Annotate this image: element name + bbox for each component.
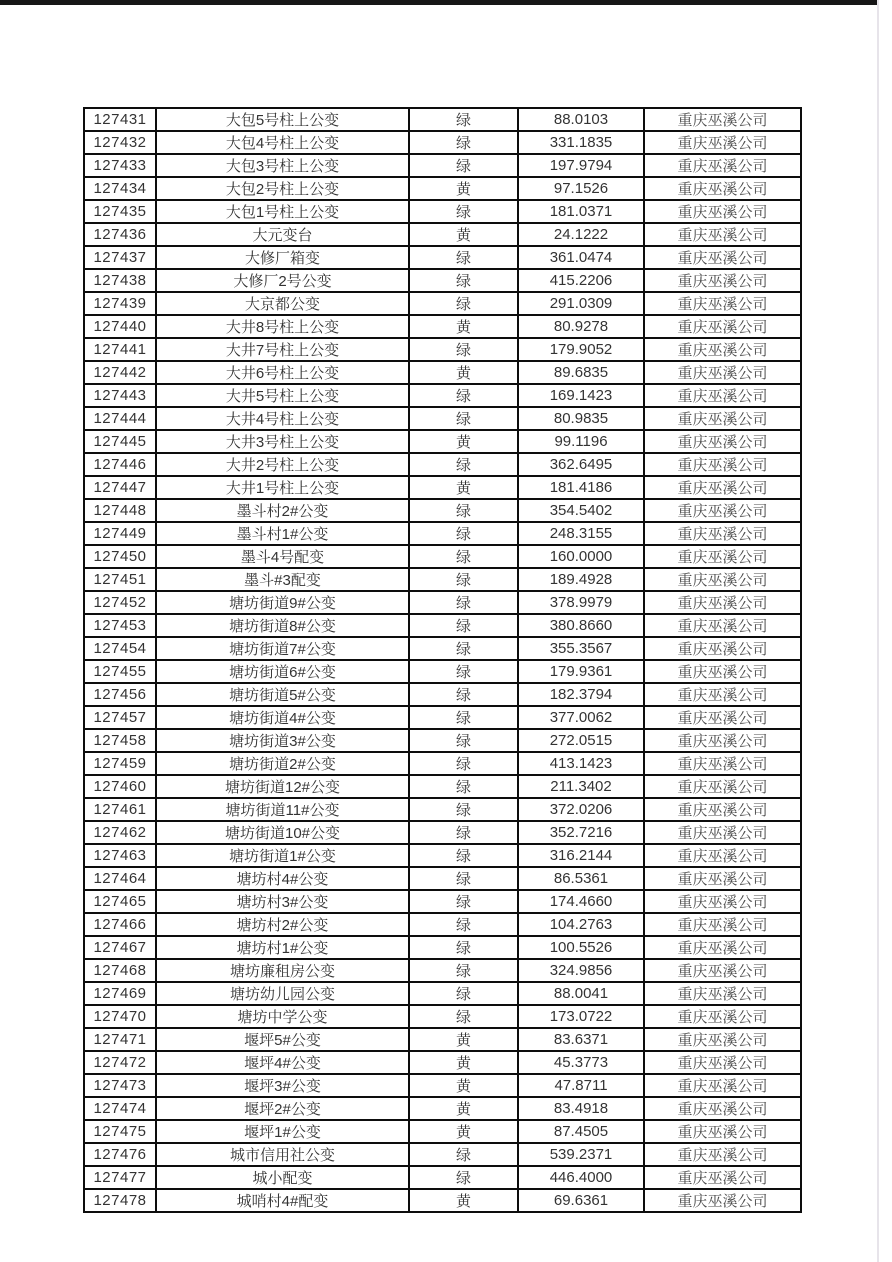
- row-name-cell: 大元变台: [156, 223, 409, 246]
- row-name-cell: 塘坊街道11#公变: [156, 798, 409, 821]
- row-name-cell: 大井3号柱上公变: [156, 430, 409, 453]
- transformer-table: [83, 107, 802, 1213]
- row-name-cell: 城小配变: [156, 1166, 409, 1189]
- table-row: [84, 453, 801, 476]
- row-value-cell: 539.2371: [518, 1143, 644, 1166]
- row-value-cell: 69.6361: [518, 1189, 644, 1212]
- row-company-cell: 重庆巫溪公司: [644, 1051, 801, 1074]
- row-company-cell: 重庆巫溪公司: [644, 131, 801, 154]
- row-status-cell: 绿: [409, 660, 518, 683]
- row-value-cell: 413.1423: [518, 752, 644, 775]
- row-company-cell: 重庆巫溪公司: [644, 660, 801, 683]
- table-row: [84, 407, 801, 430]
- row-name-cell: 大修厂2号公变: [156, 269, 409, 292]
- row-name-cell: 大井4号柱上公变: [156, 407, 409, 430]
- row-id-cell: 127476: [84, 1143, 156, 1166]
- table-row: [84, 775, 801, 798]
- row-status-cell: 绿: [409, 384, 518, 407]
- table-body: [84, 108, 801, 1212]
- row-name-cell: 堰坪1#公变: [156, 1120, 409, 1143]
- row-id-cell: 127456: [84, 683, 156, 706]
- row-name-cell: 塘坊街道10#公变: [156, 821, 409, 844]
- row-company-cell: 重庆巫溪公司: [644, 338, 801, 361]
- row-company-cell: 重庆巫溪公司: [644, 752, 801, 775]
- row-value-cell: 169.1423: [518, 384, 644, 407]
- row-value-cell: 179.9052: [518, 338, 644, 361]
- table-row: [84, 430, 801, 453]
- row-name-cell: 城哨村4#配变: [156, 1189, 409, 1212]
- row-company-cell: 重庆巫溪公司: [644, 1074, 801, 1097]
- row-id-cell: 127469: [84, 982, 156, 1005]
- row-name-cell: 大包4号柱上公变: [156, 131, 409, 154]
- row-value-cell: 316.2144: [518, 844, 644, 867]
- row-status-cell: 绿: [409, 752, 518, 775]
- row-status-cell: 绿: [409, 890, 518, 913]
- row-status-cell: 绿: [409, 729, 518, 752]
- table-row: [84, 729, 801, 752]
- row-id-cell: 127467: [84, 936, 156, 959]
- row-company-cell: 重庆巫溪公司: [644, 384, 801, 407]
- row-status-cell: 黄: [409, 315, 518, 338]
- row-name-cell: 大包5号柱上公变: [156, 108, 409, 131]
- row-id-cell: 127451: [84, 568, 156, 591]
- table-row: [84, 131, 801, 154]
- row-status-cell: 绿: [409, 959, 518, 982]
- row-id-cell: 127463: [84, 844, 156, 867]
- row-company-cell: 重庆巫溪公司: [644, 361, 801, 384]
- row-company-cell: 重庆巫溪公司: [644, 476, 801, 499]
- row-status-cell: 绿: [409, 154, 518, 177]
- row-id-cell: 127439: [84, 292, 156, 315]
- table-row: [84, 959, 801, 982]
- row-company-cell: 重庆巫溪公司: [644, 844, 801, 867]
- row-id-cell: 127448: [84, 499, 156, 522]
- row-company-cell: 重庆巫溪公司: [644, 867, 801, 890]
- row-value-cell: 100.5526: [518, 936, 644, 959]
- row-id-cell: 127433: [84, 154, 156, 177]
- row-id-cell: 127435: [84, 200, 156, 223]
- row-value-cell: 354.5402: [518, 499, 644, 522]
- row-name-cell: 塘坊街道12#公变: [156, 775, 409, 798]
- row-company-cell: 重庆巫溪公司: [644, 1189, 801, 1212]
- table-row: [84, 1097, 801, 1120]
- row-name-cell: 大包3号柱上公变: [156, 154, 409, 177]
- row-status-cell: 绿: [409, 821, 518, 844]
- row-status-cell: 绿: [409, 1143, 518, 1166]
- row-name-cell: 大包1号柱上公变: [156, 200, 409, 223]
- row-id-cell: 127446: [84, 453, 156, 476]
- row-id-cell: 127454: [84, 637, 156, 660]
- row-name-cell: 塘坊街道7#公变: [156, 637, 409, 660]
- row-id-cell: 127471: [84, 1028, 156, 1051]
- table-row: [84, 154, 801, 177]
- row-value-cell: 380.8660: [518, 614, 644, 637]
- row-company-cell: 重庆巫溪公司: [644, 453, 801, 476]
- row-value-cell: 181.4186: [518, 476, 644, 499]
- row-id-cell: 127470: [84, 1005, 156, 1028]
- row-status-cell: 黄: [409, 1028, 518, 1051]
- row-status-cell: 绿: [409, 844, 518, 867]
- table-row: [84, 476, 801, 499]
- table-row: [84, 890, 801, 913]
- row-name-cell: 塘坊街道8#公变: [156, 614, 409, 637]
- row-value-cell: 173.0722: [518, 1005, 644, 1028]
- row-value-cell: 179.9361: [518, 660, 644, 683]
- row-company-cell: 重庆巫溪公司: [644, 1120, 801, 1143]
- row-name-cell: 墨斗#3配变: [156, 568, 409, 591]
- table-row: [84, 1074, 801, 1097]
- row-value-cell: 174.4660: [518, 890, 644, 913]
- row-value-cell: 86.5361: [518, 867, 644, 890]
- row-company-cell: 重庆巫溪公司: [644, 729, 801, 752]
- table-row: [84, 1028, 801, 1051]
- row-company-cell: 重庆巫溪公司: [644, 1028, 801, 1051]
- row-name-cell: 塘坊街道5#公变: [156, 683, 409, 706]
- row-name-cell: 大井6号柱上公变: [156, 361, 409, 384]
- row-status-cell: 绿: [409, 338, 518, 361]
- row-id-cell: 127475: [84, 1120, 156, 1143]
- row-id-cell: 127447: [84, 476, 156, 499]
- row-value-cell: 377.0062: [518, 706, 644, 729]
- table-row: [84, 1143, 801, 1166]
- row-company-cell: 重庆巫溪公司: [644, 798, 801, 821]
- row-id-cell: 127444: [84, 407, 156, 430]
- row-status-cell: 绿: [409, 913, 518, 936]
- row-id-cell: 127440: [84, 315, 156, 338]
- row-company-cell: 重庆巫溪公司: [644, 959, 801, 982]
- row-company-cell: 重庆巫溪公司: [644, 614, 801, 637]
- row-status-cell: 黄: [409, 1051, 518, 1074]
- row-name-cell: 大井1号柱上公变: [156, 476, 409, 499]
- row-value-cell: 83.4918: [518, 1097, 644, 1120]
- row-name-cell: 堰坪2#公变: [156, 1097, 409, 1120]
- table-row: [84, 246, 801, 269]
- table-row: [84, 1189, 801, 1212]
- row-status-cell: 绿: [409, 798, 518, 821]
- table-row: [84, 292, 801, 315]
- row-company-cell: 重庆巫溪公司: [644, 200, 801, 223]
- row-status-cell: 黄: [409, 223, 518, 246]
- row-name-cell: 塘坊幼儿园公变: [156, 982, 409, 1005]
- row-status-cell: 黄: [409, 1120, 518, 1143]
- row-status-cell: 绿: [409, 568, 518, 591]
- row-value-cell: 87.4505: [518, 1120, 644, 1143]
- row-id-cell: 127455: [84, 660, 156, 683]
- row-company-cell: 重庆巫溪公司: [644, 913, 801, 936]
- row-status-cell: 绿: [409, 407, 518, 430]
- row-id-cell: 127461: [84, 798, 156, 821]
- table-row: [84, 568, 801, 591]
- table-row: [84, 706, 801, 729]
- row-status-cell: 绿: [409, 200, 518, 223]
- table-row: [84, 683, 801, 706]
- row-value-cell: 160.0000: [518, 545, 644, 568]
- row-status-cell: 绿: [409, 936, 518, 959]
- row-status-cell: 绿: [409, 453, 518, 476]
- row-id-cell: 127438: [84, 269, 156, 292]
- table-row: [84, 1166, 801, 1189]
- row-company-cell: 重庆巫溪公司: [644, 1005, 801, 1028]
- row-name-cell: 大井5号柱上公变: [156, 384, 409, 407]
- row-id-cell: 127460: [84, 775, 156, 798]
- table-row: [84, 200, 801, 223]
- row-id-cell: 127472: [84, 1051, 156, 1074]
- row-company-cell: 重庆巫溪公司: [644, 269, 801, 292]
- scan-artifact-top-bar: [0, 0, 878, 5]
- row-company-cell: 重庆巫溪公司: [644, 315, 801, 338]
- row-name-cell: 塘坊街道6#公变: [156, 660, 409, 683]
- row-status-cell: 黄: [409, 1189, 518, 1212]
- row-value-cell: 99.1196: [518, 430, 644, 453]
- row-status-cell: 绿: [409, 269, 518, 292]
- row-value-cell: 331.1835: [518, 131, 644, 154]
- row-company-cell: 重庆巫溪公司: [644, 775, 801, 798]
- table-row: [84, 223, 801, 246]
- row-name-cell: 大包2号柱上公变: [156, 177, 409, 200]
- table-row: [84, 315, 801, 338]
- row-status-cell: 黄: [409, 430, 518, 453]
- table-row: [84, 108, 801, 131]
- row-value-cell: 372.0206: [518, 798, 644, 821]
- row-id-cell: 127477: [84, 1166, 156, 1189]
- row-name-cell: 塘坊街道1#公变: [156, 844, 409, 867]
- row-name-cell: 塘坊中学公变: [156, 1005, 409, 1028]
- row-value-cell: 181.0371: [518, 200, 644, 223]
- row-value-cell: 24.1222: [518, 223, 644, 246]
- table-row: [84, 821, 801, 844]
- row-name-cell: 堰坪5#公变: [156, 1028, 409, 1051]
- row-status-cell: 绿: [409, 591, 518, 614]
- table-row: [84, 1051, 801, 1074]
- row-company-cell: 重庆巫溪公司: [644, 568, 801, 591]
- row-id-cell: 127452: [84, 591, 156, 614]
- row-status-cell: 绿: [409, 545, 518, 568]
- row-id-cell: 127441: [84, 338, 156, 361]
- row-status-cell: 绿: [409, 637, 518, 660]
- row-status-cell: 绿: [409, 683, 518, 706]
- row-id-cell: 127432: [84, 131, 156, 154]
- row-value-cell: 104.2763: [518, 913, 644, 936]
- row-name-cell: 大井7号柱上公变: [156, 338, 409, 361]
- row-value-cell: 291.0309: [518, 292, 644, 315]
- row-company-cell: 重庆巫溪公司: [644, 177, 801, 200]
- row-company-cell: 重庆巫溪公司: [644, 292, 801, 315]
- row-status-cell: 黄: [409, 177, 518, 200]
- row-id-cell: 127450: [84, 545, 156, 568]
- table-row: [84, 844, 801, 867]
- row-value-cell: 352.7216: [518, 821, 644, 844]
- row-value-cell: 378.9979: [518, 591, 644, 614]
- row-name-cell: 大京都公变: [156, 292, 409, 315]
- row-company-cell: 重庆巫溪公司: [644, 637, 801, 660]
- row-value-cell: 97.1526: [518, 177, 644, 200]
- row-id-cell: 127468: [84, 959, 156, 982]
- row-value-cell: 88.0041: [518, 982, 644, 1005]
- row-value-cell: 324.9856: [518, 959, 644, 982]
- row-status-cell: 绿: [409, 131, 518, 154]
- table-row: [84, 361, 801, 384]
- row-value-cell: 88.0103: [518, 108, 644, 131]
- row-status-cell: 绿: [409, 499, 518, 522]
- row-name-cell: 塘坊村3#公变: [156, 890, 409, 913]
- table-row: [84, 177, 801, 200]
- row-status-cell: 绿: [409, 614, 518, 637]
- row-value-cell: 248.3155: [518, 522, 644, 545]
- row-company-cell: 重庆巫溪公司: [644, 890, 801, 913]
- row-name-cell: 大井2号柱上公变: [156, 453, 409, 476]
- row-status-cell: 黄: [409, 1097, 518, 1120]
- row-value-cell: 197.9794: [518, 154, 644, 177]
- table-row: [84, 637, 801, 660]
- row-id-cell: 127442: [84, 361, 156, 384]
- row-status-cell: 绿: [409, 522, 518, 545]
- table-row: [84, 614, 801, 637]
- row-company-cell: 重庆巫溪公司: [644, 223, 801, 246]
- row-value-cell: 415.2206: [518, 269, 644, 292]
- row-status-cell: 绿: [409, 108, 518, 131]
- row-name-cell: 城市信用社公变: [156, 1143, 409, 1166]
- row-name-cell: 塘坊廉租房公变: [156, 959, 409, 982]
- row-status-cell: 绿: [409, 867, 518, 890]
- row-id-cell: 127453: [84, 614, 156, 637]
- table-row: [84, 982, 801, 1005]
- row-company-cell: 重庆巫溪公司: [644, 1143, 801, 1166]
- row-id-cell: 127449: [84, 522, 156, 545]
- table-row: [84, 867, 801, 890]
- table-row: [84, 269, 801, 292]
- row-id-cell: 127457: [84, 706, 156, 729]
- row-value-cell: 89.6835: [518, 361, 644, 384]
- row-value-cell: 361.0474: [518, 246, 644, 269]
- row-value-cell: 189.4928: [518, 568, 644, 591]
- row-name-cell: 堰坪4#公变: [156, 1051, 409, 1074]
- row-company-cell: 重庆巫溪公司: [644, 246, 801, 269]
- row-id-cell: 127478: [84, 1189, 156, 1212]
- row-company-cell: 重庆巫溪公司: [644, 683, 801, 706]
- row-name-cell: 塘坊村4#公变: [156, 867, 409, 890]
- table-row: [84, 752, 801, 775]
- table-row: [84, 545, 801, 568]
- row-company-cell: 重庆巫溪公司: [644, 706, 801, 729]
- table-row: [84, 1120, 801, 1143]
- row-id-cell: 127445: [84, 430, 156, 453]
- row-company-cell: 重庆巫溪公司: [644, 154, 801, 177]
- row-status-cell: 绿: [409, 1005, 518, 1028]
- row-status-cell: 绿: [409, 982, 518, 1005]
- table-row: [84, 913, 801, 936]
- row-id-cell: 127431: [84, 108, 156, 131]
- row-id-cell: 127434: [84, 177, 156, 200]
- row-value-cell: 355.3567: [518, 637, 644, 660]
- row-status-cell: 绿: [409, 246, 518, 269]
- row-company-cell: 重庆巫溪公司: [644, 430, 801, 453]
- table-row: [84, 798, 801, 821]
- row-name-cell: 墨斗村2#公变: [156, 499, 409, 522]
- row-value-cell: 446.4000: [518, 1166, 644, 1189]
- table-row: [84, 936, 801, 959]
- row-company-cell: 重庆巫溪公司: [644, 522, 801, 545]
- row-company-cell: 重庆巫溪公司: [644, 499, 801, 522]
- row-company-cell: 重庆巫溪公司: [644, 108, 801, 131]
- row-id-cell: 127459: [84, 752, 156, 775]
- row-name-cell: 墨斗村1#公变: [156, 522, 409, 545]
- row-value-cell: 272.0515: [518, 729, 644, 752]
- row-name-cell: 塘坊街道2#公变: [156, 752, 409, 775]
- row-value-cell: 45.3773: [518, 1051, 644, 1074]
- table-row: [84, 591, 801, 614]
- row-name-cell: 塘坊街道9#公变: [156, 591, 409, 614]
- row-company-cell: 重庆巫溪公司: [644, 1097, 801, 1120]
- row-company-cell: 重庆巫溪公司: [644, 982, 801, 1005]
- row-name-cell: 塘坊村2#公变: [156, 913, 409, 936]
- row-status-cell: 绿: [409, 1166, 518, 1189]
- table-row: [84, 660, 801, 683]
- row-status-cell: 绿: [409, 706, 518, 729]
- row-name-cell: 塘坊村1#公变: [156, 936, 409, 959]
- row-id-cell: 127462: [84, 821, 156, 844]
- row-company-cell: 重庆巫溪公司: [644, 821, 801, 844]
- row-value-cell: 80.9835: [518, 407, 644, 430]
- row-name-cell: 大井8号柱上公变: [156, 315, 409, 338]
- table-row: [84, 338, 801, 361]
- table-row: [84, 499, 801, 522]
- row-name-cell: 塘坊街道4#公变: [156, 706, 409, 729]
- row-company-cell: 重庆巫溪公司: [644, 407, 801, 430]
- row-id-cell: 127464: [84, 867, 156, 890]
- row-company-cell: 重庆巫溪公司: [644, 936, 801, 959]
- row-name-cell: 大修厂箱变: [156, 246, 409, 269]
- row-value-cell: 83.6371: [518, 1028, 644, 1051]
- row-status-cell: 绿: [409, 292, 518, 315]
- row-id-cell: 127466: [84, 913, 156, 936]
- row-id-cell: 127437: [84, 246, 156, 269]
- row-status-cell: 绿: [409, 775, 518, 798]
- row-status-cell: 黄: [409, 361, 518, 384]
- row-status-cell: 黄: [409, 476, 518, 499]
- row-id-cell: 127465: [84, 890, 156, 913]
- row-id-cell: 127473: [84, 1074, 156, 1097]
- row-status-cell: 黄: [409, 1074, 518, 1097]
- page-edge-line: [877, 0, 879, 1262]
- table-row: [84, 384, 801, 407]
- row-value-cell: 47.8711: [518, 1074, 644, 1097]
- table-row: [84, 1005, 801, 1028]
- row-value-cell: 182.3794: [518, 683, 644, 706]
- table-row: [84, 522, 801, 545]
- row-company-cell: 重庆巫溪公司: [644, 1166, 801, 1189]
- row-id-cell: 127436: [84, 223, 156, 246]
- row-id-cell: 127474: [84, 1097, 156, 1120]
- row-name-cell: 塘坊街道3#公变: [156, 729, 409, 752]
- row-name-cell: 墨斗4号配变: [156, 545, 409, 568]
- row-value-cell: 80.9278: [518, 315, 644, 338]
- row-value-cell: 362.6495: [518, 453, 644, 476]
- row-id-cell: 127458: [84, 729, 156, 752]
- row-id-cell: 127443: [84, 384, 156, 407]
- row-company-cell: 重庆巫溪公司: [644, 591, 801, 614]
- row-name-cell: 堰坪3#公变: [156, 1074, 409, 1097]
- row-value-cell: 211.3402: [518, 775, 644, 798]
- row-company-cell: 重庆巫溪公司: [644, 545, 801, 568]
